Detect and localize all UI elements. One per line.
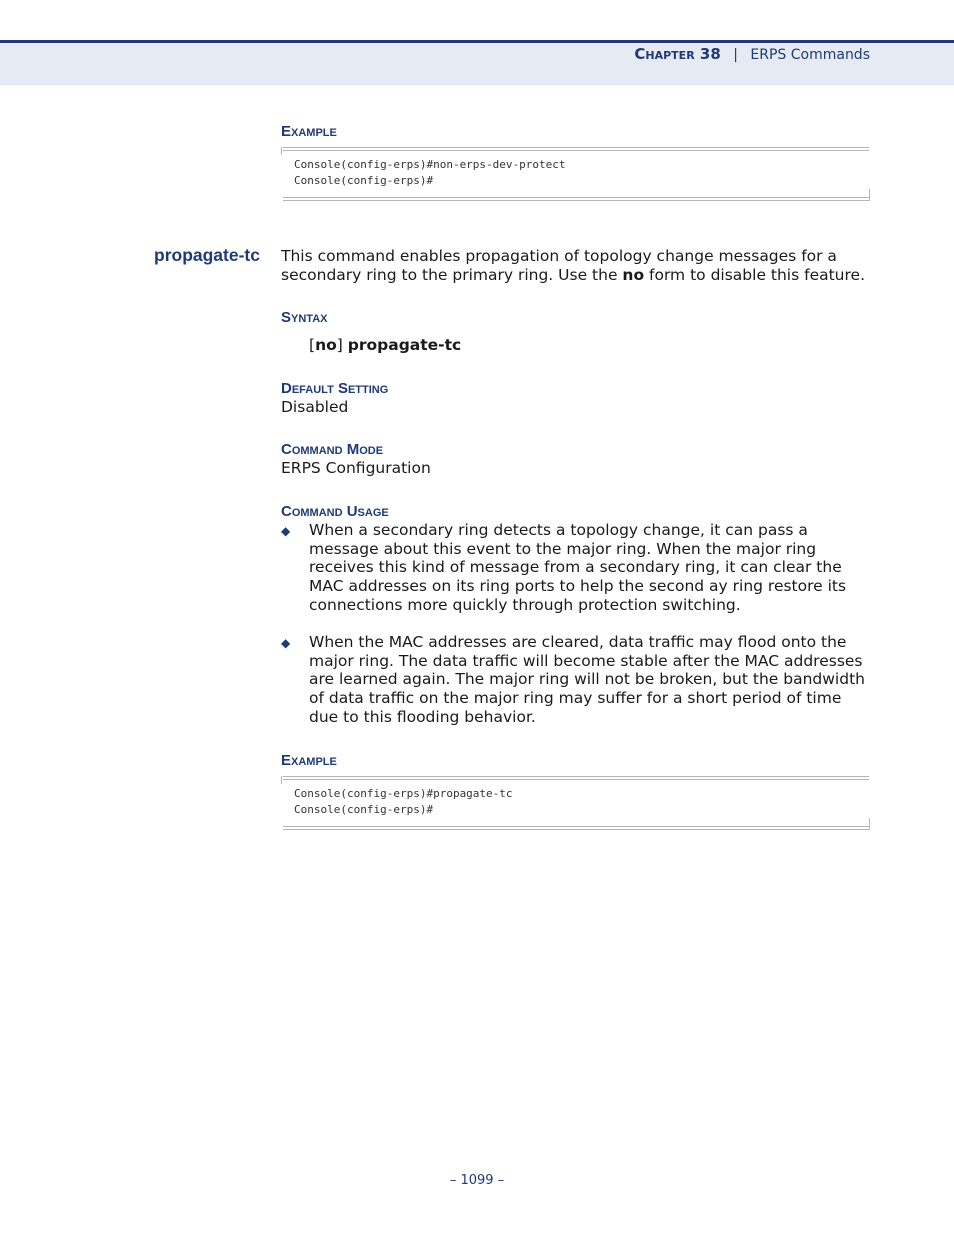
command-mode-value: ERPS Configuration <box>281 459 431 477</box>
usage-item: When the MAC addresses are cleared, data traffic may flood onto the major ring. The data traffic will become stable after the MAC addresses are learned again. The major ring will not be broken, but the bandwidth of data traffic on the major ring may suffer for a short period of time due to this flooding behavior. <box>309 633 865 726</box>
default-setting-heading: Default Setting <box>281 380 389 397</box>
syntax-open-bracket: [ <box>309 336 316 354</box>
code-line: Console(config-erps)# <box>294 173 434 187</box>
code-example-box <box>283 776 869 830</box>
syntax-command: propagate-tc <box>347 336 462 354</box>
command-usage-heading: Command Usage <box>281 503 389 520</box>
page-number: – 1099 – <box>449 1173 505 1188</box>
syntax-heading: Syntax <box>281 309 328 326</box>
code-line: Console(config-erps)# <box>294 802 434 816</box>
syntax-close-bracket: ] <box>336 336 343 354</box>
header-separator: | <box>733 47 738 63</box>
usage-item: When a secondary ring detects a topology change, it can pass a message about this event to the major ring. When the major ring receives this kind of message from a secondary ring, it can clear the MAC addresses on its ring ports to help the second ay ring restore its connections more quickly through protection switching. <box>309 521 847 614</box>
syntax-no: no <box>315 336 337 354</box>
example-heading: Example <box>281 752 337 769</box>
chapter-label: Chapter 38 <box>634 45 721 63</box>
command-mode-heading: Command Mode <box>281 441 384 458</box>
code-example-box <box>283 147 869 201</box>
command-description <box>281 247 881 284</box>
code-line: Console(config-erps)#propagate-tc <box>294 787 513 800</box>
description-text: This command enables propagation of topology change messages for a secondary ring to the primary ring. Use the <box>281 247 837 284</box>
default-setting-value: Disabled <box>281 398 349 416</box>
command-name: propagate-tc <box>154 245 260 265</box>
chapter-title: ERPS Commands <box>750 47 870 63</box>
description-text-end: form to disable this feature. <box>644 265 865 284</box>
example-heading: Example <box>281 123 337 140</box>
bullet-diamond-icon: ◆ <box>281 636 291 650</box>
description-keyword: no <box>622 265 645 284</box>
syntax-line <box>309 336 461 355</box>
bullet-diamond-icon: ◆ <box>281 524 291 538</box>
running-header <box>634 45 870 63</box>
code-line: Console(config-erps)#non-erps-dev-protect <box>294 158 566 171</box>
